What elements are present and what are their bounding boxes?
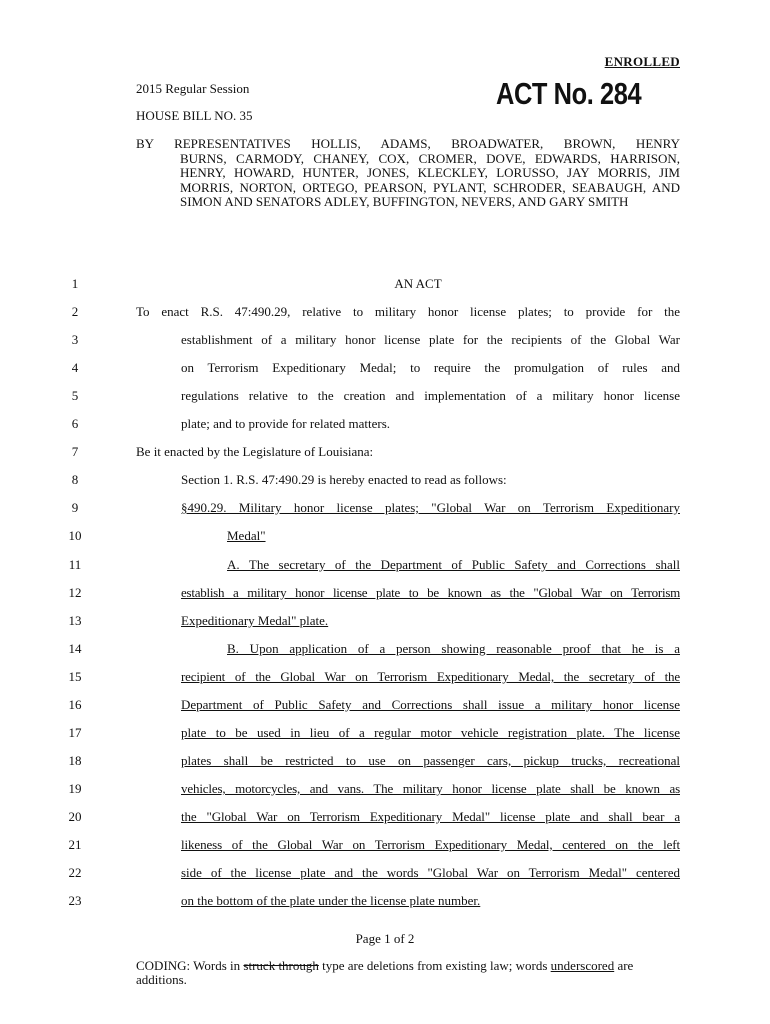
line-text: To enact R.S. 47:490.29, relative to military honor license plates; to provide for the <box>136 304 680 319</box>
coding-note <box>136 959 682 987</box>
line-number: 16 <box>68 697 82 712</box>
line-number: 12 <box>68 585 82 600</box>
line-text: Be it enacted by the Legislature of Louisiana: <box>136 444 374 459</box>
line-5 <box>0 388 770 408</box>
sponsors-block <box>136 137 680 210</box>
line-18 <box>0 753 770 773</box>
line-number: 23 <box>68 893 82 908</box>
line-number: 13 <box>68 613 82 628</box>
line-text: vehicles, motorcycles, and vans. The military honor license plate shall be known as <box>181 781 680 796</box>
line-text: Section 1. R.S. 47:490.29 is hereby enacted to read as follows: <box>181 472 507 487</box>
line-text: plate to be used in lieu of a regular motor vehicle registration plate. The license <box>181 725 680 740</box>
line-23 <box>0 893 770 913</box>
section-heading: §490.29. Military honor license plates; "Global War on Terrorism Expeditionary <box>181 500 680 515</box>
line-20 <box>0 809 770 829</box>
line-number: 8 <box>71 472 79 487</box>
line-number: 18 <box>68 753 82 768</box>
coding-prefix: CODING: Words in <box>136 958 244 973</box>
line-number: 19 <box>68 781 82 796</box>
line-9 <box>0 500 770 520</box>
line-text: the "Global War on Terrorism Expeditionary Medal" license plate and shall bear a <box>181 809 680 824</box>
line-text: B. Upon application of a person showing reasonable proof that he is a <box>227 641 680 656</box>
line-13 <box>0 613 770 633</box>
page-indicator: Page 1 of 2 <box>355 931 415 946</box>
line-text: side of the license plate and the words "Global War on Terrorism Medal" centered <box>181 865 680 880</box>
line-text: establish a military honor license plate to be known as the "Global War on Terrorism <box>181 585 680 600</box>
line-number: 15 <box>68 669 82 684</box>
act-number: ACT No. 284 <box>496 76 642 111</box>
line-number: 2 <box>71 304 79 319</box>
line-4 <box>0 360 770 380</box>
coding-suffix: are additions. <box>136 958 634 987</box>
line-8 <box>0 472 770 492</box>
line-text: on Terrorism Expeditionary Medal; to require the promulgation of rules and <box>181 360 680 375</box>
line-6 <box>0 416 770 436</box>
line-text: plates shall be restricted to use on passenger cars, pickup trucks, recreational <box>181 753 680 768</box>
line-21 <box>0 837 770 857</box>
line-text: Expeditionary Medal" plate. <box>181 613 329 628</box>
line-2 <box>0 304 770 324</box>
line-7 <box>0 444 770 464</box>
line-10 <box>0 528 770 548</box>
bill-number: HOUSE BILL NO. 35 <box>136 108 253 123</box>
line-number: 3 <box>71 332 79 347</box>
line-text: Department of Public Safety and Corrections shall issue a military honor license <box>181 697 680 712</box>
session-label: 2015 Regular Session <box>136 81 250 96</box>
line-text: A. The secretary of the Department of Public Safety and Corrections shall <box>227 557 680 572</box>
line-12 <box>0 585 770 605</box>
act-title: AN ACT <box>394 276 442 291</box>
sponsors-continued: BURNS, CARMODY, CHANEY, COX, CROMER, DOVE, EDWARDS, HARRISON, HENRY, HOWARD, HUNTER, JONES, KLECKLEY, LORUSSO, JAY MORRIS, JIM MORRIS, NORTON, ORTEGO, PEARSON, PYLANT, SCHRODER, SEABAUGH, AND SIMON AND SENATORS ADLEY, BUFFINGTON, NEVERS, AND GARY SMITH <box>180 150 680 209</box>
section-heading-cont: Medal" <box>227 528 266 543</box>
line-3 <box>0 332 770 352</box>
line-text: on the bottom of the plate under the license plate number. <box>181 893 481 908</box>
line-number: 9 <box>71 500 79 515</box>
line-number: 22 <box>68 865 82 880</box>
line-text: recipient of the Global War on Terrorism Expeditionary Medal, the secretary of the <box>181 669 680 684</box>
line-22 <box>0 865 770 885</box>
line-number: 20 <box>68 809 82 824</box>
line-text: establishment of a military honor license plate for the recipients of the Global War <box>181 332 680 347</box>
line-text: plate; and to provide for related matters. <box>181 416 391 431</box>
line-number: 21 <box>68 837 82 852</box>
line-number: 5 <box>71 388 79 403</box>
line-number: 7 <box>71 444 79 459</box>
line-1 <box>0 276 770 296</box>
line-number: 17 <box>68 725 82 740</box>
sponsors-first-line: BY REPRESENTATIVES HOLLIS, ADAMS, BROADWATER, BROWN, HENRY <box>136 136 680 151</box>
line-number: 1 <box>71 276 79 291</box>
line-14 <box>0 641 770 661</box>
line-number: 10 <box>68 528 82 543</box>
line-15 <box>0 669 770 689</box>
line-11 <box>0 557 770 577</box>
line-text: likeness of the Global War on Terrorism Expeditionary Medal, centered on the left <box>181 837 680 852</box>
line-text: regulations relative to the creation and implementation of a military honor license <box>181 388 680 403</box>
line-16 <box>0 697 770 717</box>
line-17 <box>0 725 770 745</box>
coding-struck: struck through <box>243 958 319 973</box>
enrolled-label: ENROLLED <box>604 54 680 69</box>
coding-underscored: underscored <box>550 958 615 973</box>
line-19 <box>0 781 770 801</box>
line-number: 4 <box>71 360 79 375</box>
line-number: 6 <box>71 416 79 431</box>
line-number: 11 <box>68 557 82 572</box>
line-number: 14 <box>68 641 82 656</box>
coding-middle: type are deletions from existing law; words <box>318 958 551 973</box>
